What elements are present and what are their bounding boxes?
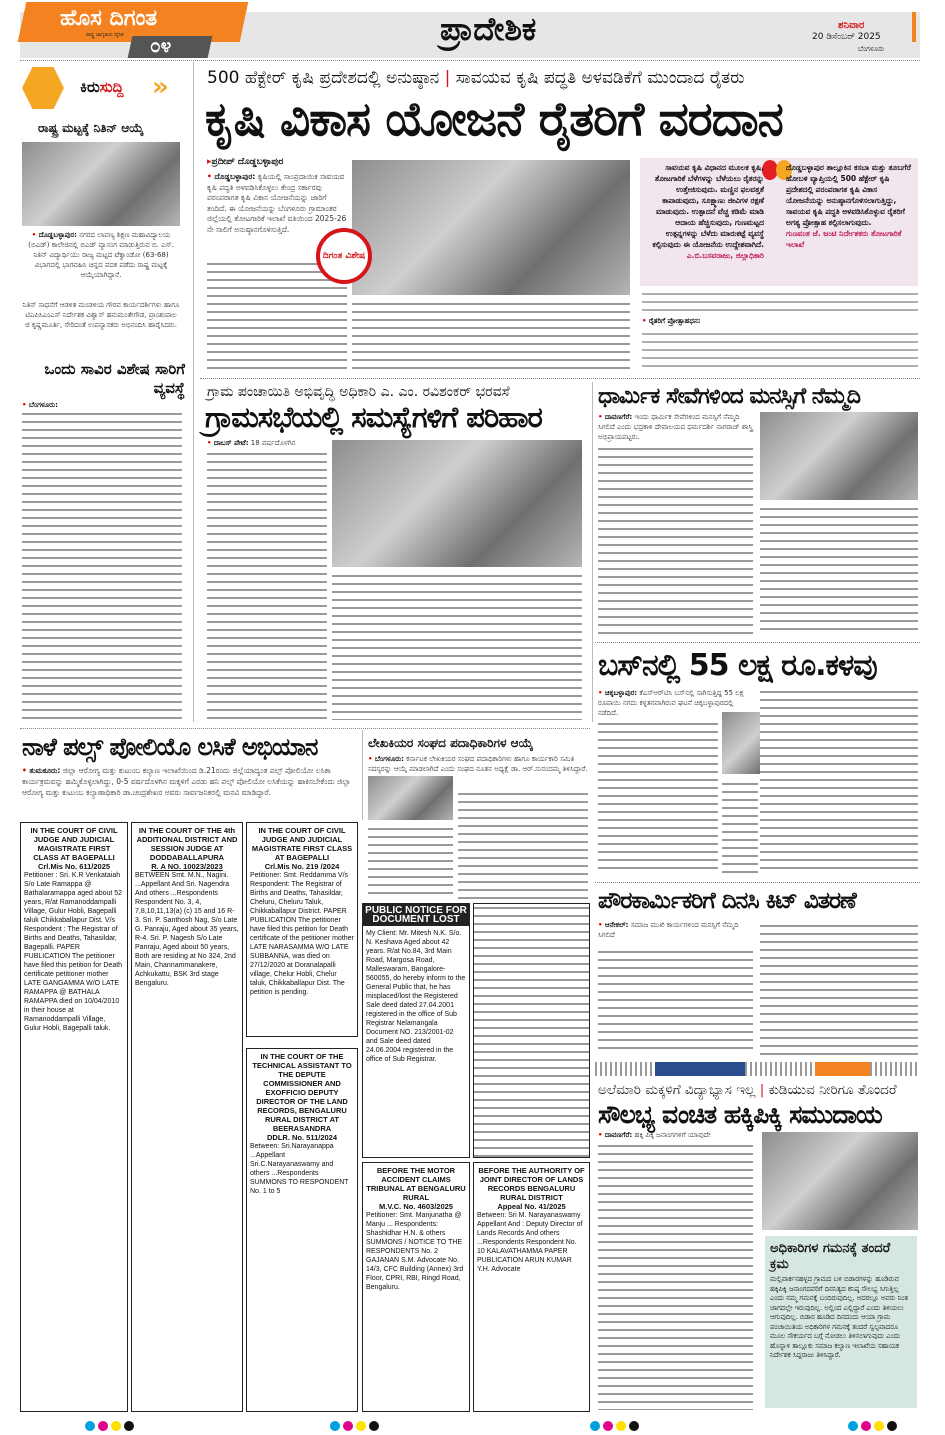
digantha-seal: ದಿಗಂತ ವಿಶೇಷ [316,228,372,284]
group-photo [22,142,180,226]
legal-notice: BEFORE THE AUTHORITY OF JOINT DIRECTOR OF LANDS RECORDS BENGALURU RURAL DISTRICT Appeal No. 41/2025 Between: Sri M. Narayanaswamy Appellant And : Deputy Director of Lands Records And others ...Respondents Respondent No. 10 KALAVATHAMMA PAPER PUBLICATION ARUN KUMAR Y.H. Advocate [473,1162,590,1412]
polio-headline: ನಾಳೆ ಪಲ್ಸ್ ಪೋಲಿಯೊ ಲಸಿಕೆ ಅಭಿಯಾನ [22,733,318,761]
settlement-photo [762,1132,918,1230]
gramasabha-headline: ಗ್ರಾಮಸಭೆಯಲ್ಲಿ ಸಮಸ್ಯೆಗಳಿಗೆ ಪರಿಹಾರ [205,400,542,434]
brief-headline-2: ಒಂದು ಸಾವಿರ ವಿಶೇಷ ಸಾರಿಗೆ ವ್ಯವಸ್ಥೆ [44,360,185,397]
lead-headline: ಕೃಷಿ ವಿಕಾಸ ಯೋಜನೆ ರೈತರಿಗೆ ವರದಾನ [205,92,783,147]
bus-headline: ಬಸ್‌ನಲ್ಲಿ 55 ಲಕ್ಷ ರೂ.ಕಳವು [598,648,877,683]
registration-marks [85,1416,137,1435]
kirusuddi-badge [22,67,64,109]
legal-notice: IN THE COURT OF THE 4th ADDITIONAL DISTRICT AND SESSION JUDGE AT DODDABALLAPURA R. A NO. 10023/2023 BETWEEN Smt. M.N., Nagini. ...Appellant And Sri. Nagendra And others ...Respondents Respondent No. 3, 4, 7,8,10,11,13(a) (c) 15 and 16 R-3. Sri. P. Santhosh Nag, S/o Late G. Panraju, Aged about 35 years, R-4. Sri. P. Nagesh S/o Late Panraju, Aged about 50 years, Both are residing at No 324, 2nd Main, Channammanakere, Achkukattu, BSK 3rd stage Bengaluru. [131,822,243,1412]
temple-photo [760,412,918,500]
dharmika-headline: ಧಾರ್ಮಿಕ ಸೇವೆಗಳಿಂದ ಮನಸ್ಸಿಗೆ ನೆಮ್ಮದಿ [598,384,861,409]
paurakarmika-headline: ಪೌರಕಾರ್ಮಿಕರಿಗೆ ದಿನಸಿ ಕಿಟ್ ವಿತರಣೆ [598,888,856,914]
info-box: ಅಧಿಕಾರಿಗಳ ಗಮನಕ್ಕೆ ತಂದರೆ ಕ್ರಮ ಮಲ್ಲಿಪಾರ್ಕನಹಳ್ಳದ ಗ್ರಾಮದ ಬಳಿ ಬಿಡಾರಗಳನ್ನು ಹೂಡಿರುವ ಹಕ್ಕಿಪಿಕ್ಕಿ ಜನಾಂಗದವರಿಗೆ ದಿನನಿತ್ಯದ ಕನಿಷ್ಠ ಸೌಲಭ್ಯ ಸಿಗುತ್ತಿಲ್ಲ ಎಂದು ನಮ್ಮ ಗಮನಕ್ಕೆ ಬಂದಿರುವುದಿಲ್ಲ. ಅದರಲ್ಲೂ ಅವರು ನಿಂತ ಜಾಗದಲ್ಲೇ ಇರುವುದಿಲ್ಲ. ಅಲ್ಲಿಂದ ಎಲ್ಲಿದ್ದಾರೆ ಎಂದು ತಿಳಿಯಲು ಆಗುವುದಿಲ್ಲ. ಬಿಡಾರ ಹೂಡಿದ ದಿನದಂದು ಆಯಾ ಗ್ರಾಮ ಪಂಚಾಯಿತಿಯ ಅಧಿಕಾರಿಗಳ ಗಮನಕ್ಕೆ ತಂದರೆ ಸ್ವಲ್ಪವಾದರೂ ಮೂಲ ಸೌಕರ್ಯದ ಬಗ್ಗೆ ನೋಡಲು ತಿಳಿಸಲಾಗುವುದು ಎಂದು ಹೊನ್ನಾಳಿ ತಾಲ್ಲೂಕು ಸಮಾಜ ಕಲ್ಯಾಣ ಇಲಾಖೆಯ ಸಹಾಯಕ ನಿರ್ದೇಶಕ ಸಿದ್ದರಾಜು ತಿಳಿಸಿದ್ದಾರೆ. [765,1236,917,1408]
legal-notice: BEFORE THE MOTOR ACCIDENT CLAIMS TRIBUNAL AT BENGALURU RURAL M.V.C. No. 4603/2025 Petitioner: Smt. Manjunatha @ Manju ... Respondents: Shashidhar H.N. & others SUMMONS / NOTICE TO THE RESPONDENTS No. 2 GAJANAN S.M. Advocate No. 14/3, CFC Building (Annex) 3rd Floor, CPRI, RBI, Ringd Road, Bengaluru. [362,1162,470,1412]
farm-photo [352,160,630,295]
byline: ಪ್ರದೀಪ್ ದೊಡ್ಡಬಳ್ಳಾಪುರ [211,157,284,167]
meeting-photo [332,440,582,567]
registration-marks [590,1416,642,1435]
brief-headline: ರಾಷ್ಟ್ರ ಮಟ್ಟಕ್ಕೆ ನಿತಿನ್ ಆಯ್ಕೆ [38,121,144,135]
hakkipikki-headline: ಸೌಲಭ್ಯ ವಂಚಿತ ಹಕ್ಕಿಪಿಕ್ಕಿ ಸಮುದಾಯ [598,1100,882,1129]
legal-notice: IN THE COURT OF CIVIL JUDGE AND JUDICIAL MAGISTRATE FIRST CLASS AT BAGEPALLI Crl.Mis No. 219 /2024 Petitioner: Smt. Reddamma V/s Respondent: The Registrar of Births and Deaths, Tahasildar, Cheluru, Cheluru Taluk, Chikkaballapur District. PAPER PUBLICATION The petitioner have filed this petition for Death certificate of the petitioner mother LATE NARASAMMA W/O LATE SUBBANNA, was died on 27/12/2020 at Doranalapalli village, Chelur Hobli, Chelur taluk, Chikkaballapur Dist. The petition is pending. [246,822,358,1037]
writers-photo [368,776,453,820]
registration-marks [330,1416,382,1435]
public-notice: PUBLIC NOTICE FOR DOCUMENT LOST My Client: Mr. Mitesh N.K. S/o. N. Keshava Aged about 42 years. R/at No.84, 3rd Main Road, Margosa Road, Malleswaram, Bangalore-560055, do hereby inform to the General Public that, he has misplaced/lost the Registered Sale deed dated 27.04.2001 registered in the office of Sub Registrar Nelamangala Document NO. 213/2001-02 and Sale deed dated 24.06.2004 registered in the office of Sub Registrar. [362,903,470,1158]
legal-notice: IN THE COURT OF CIVIL JUDGE AND JUDICIAL MAGISTRATE FIRST CLASS AT BAGEPALLI Crl.Mis No. 611/2025 Petitioner : Sri. K.R Venkataiah S/o Late Ramappa @ Bathalaramappa aged about 52 years, R/at Ramanoddampalli Village, Gulur Hobli, Bagepalli taluk Chikkaballapur Dist. V/s Respondent : The Registrar of Births and Deaths, Tahasildar, Bagepalli. PAPER PUBLICATION The petitioner have filed this petition for Death certificate petitioner mother LATE GANGAMMA W/O LATE RAMAPPA @ BATHALA RAMAPPA died on 10/04/2010 in their house at Ramanoddampalli Village, Gulur Hobli, Bagepalli taluk. [20,822,128,1412]
kannada-notice [473,903,590,1158]
legal-notice: IN THE COURT OF THE TECHNICAL ASSISTANT TO THE DEPUTE COMMISSIONER AND EXOFFICIO DEPUTY DIRECTOR OF THE LAND RECORDS, BENGALURU RURAL DISTRICT AT BEERASANDRA DDLR. No. 511/2024 Between: Sri.Narayanappa ...Appellant Sri.C.Narayanaswamy and others ...Respondents SUMMONS TO RESPONDENT No. 1 to 5 [246,1048,358,1412]
issue-date: 20 ಡಿಸೆಂಬರ್ 2025 [812,32,881,42]
logo-text: ಹೊಸ ದಿಗಂತ [60,6,158,31]
registration-marks [848,1416,900,1435]
lekhakiyara-headline: ಲೇಖಕಿಯರ ಸಂಘದ ಪದಾಧಿಕಾರಿಗಳ ಆಯ್ಕೆ [368,736,534,750]
lead-subhead: • ರೈತರಿಗೆ ಪ್ರೋತ್ಸಾಹಧನ: [642,316,701,327]
section-title: ಪ್ರಾದೇಶಿಕ [440,10,537,48]
